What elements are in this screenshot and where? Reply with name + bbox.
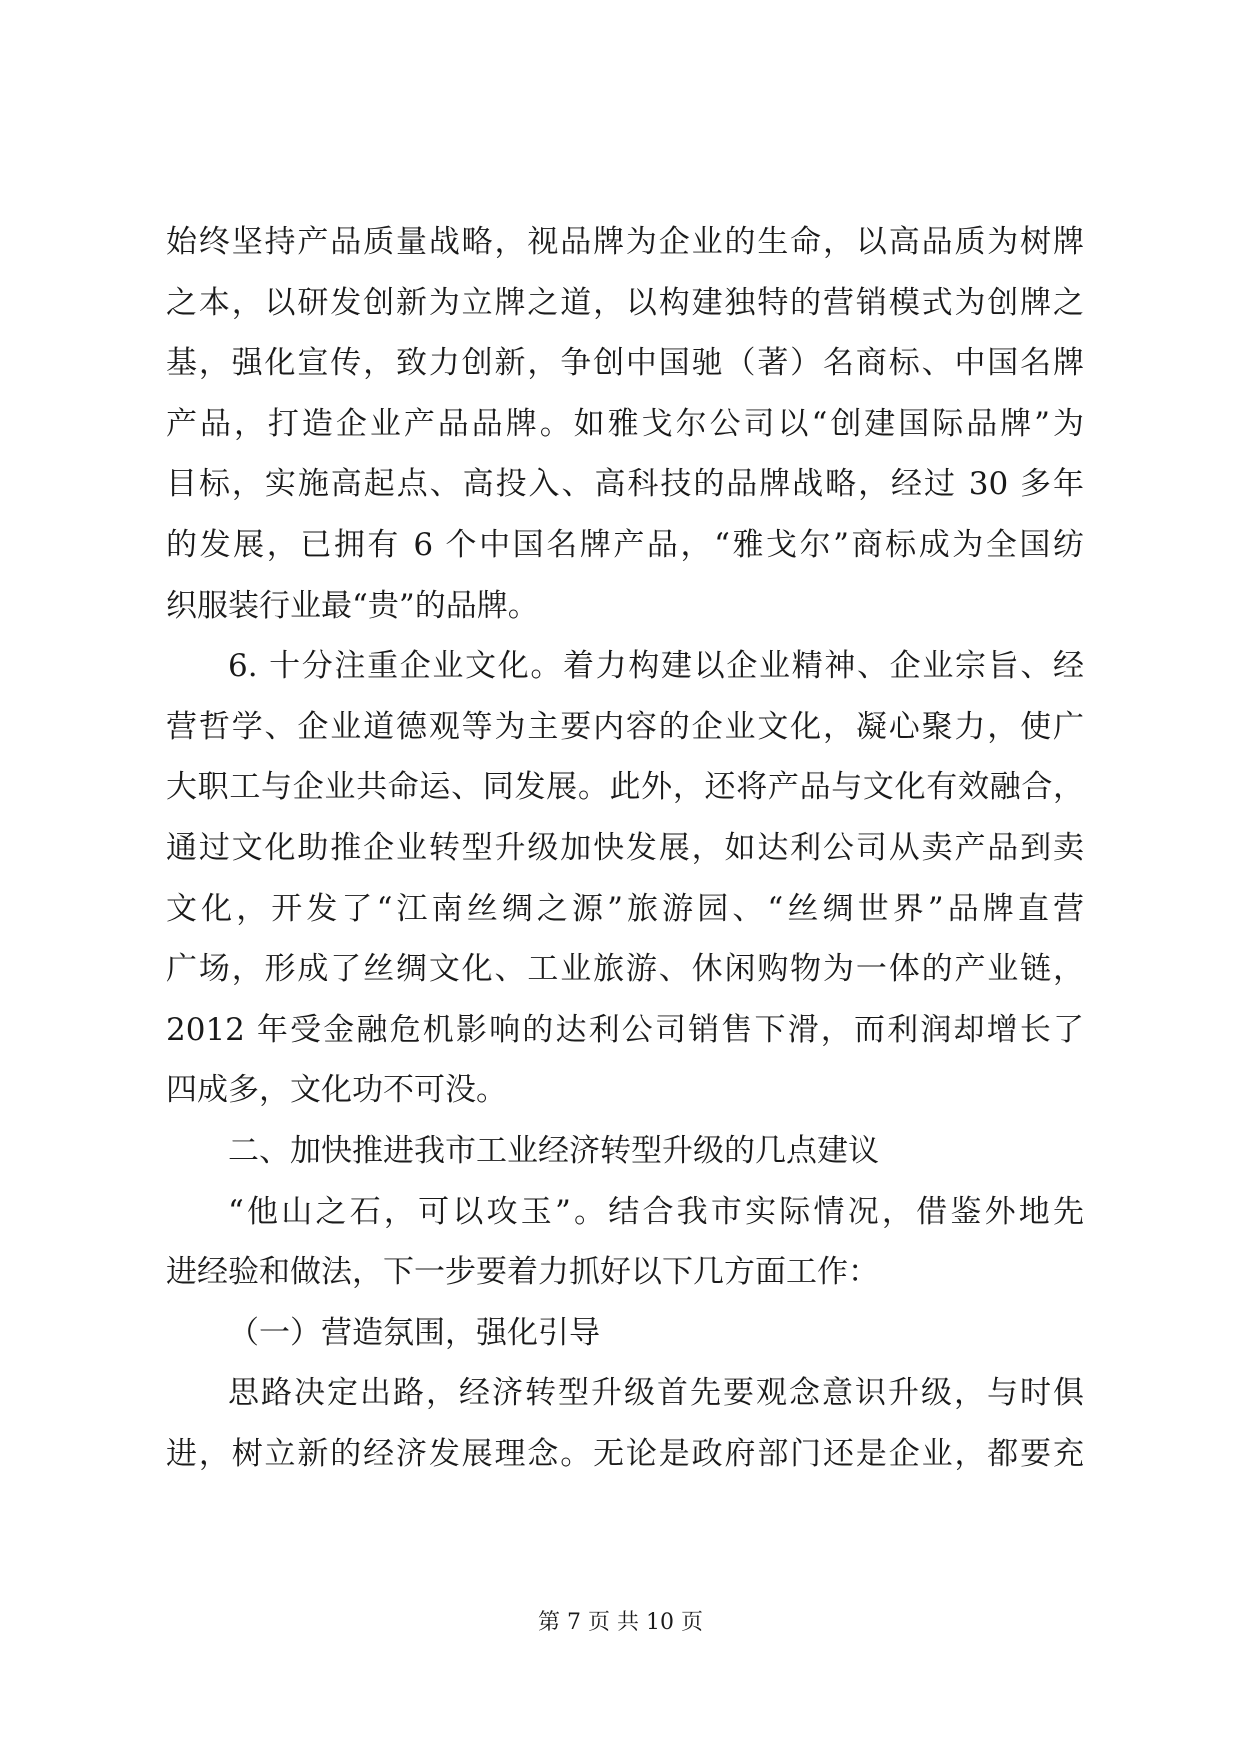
text-line: “他山之石，可以攻玉”。结合我市实际情况，借鉴外地先 xyxy=(228,1193,1084,1230)
text-line: 的发展，已拥有 6 个中国名牌产品，“雅戈尔”商标成为全国纺 xyxy=(166,526,1084,563)
text-line: 进，树立新的经济发展理念。无论是政府部门还是企业，都要充 xyxy=(166,1435,1084,1472)
text-line: 通过文化助推企业转型升级加快发展，如达利公司从卖产品到卖 xyxy=(166,829,1084,866)
text-line: 文化，开发了“江南丝绸之源”旅游园、“丝绸世界”品牌直营 xyxy=(166,890,1084,927)
body-text xyxy=(166,226,1084,1498)
page-number-label: 第 7 页 共 10 页 xyxy=(538,1610,703,1635)
text-line: 6. 十分注重企业文化。着力构建以企业精神、企业宗旨、经 xyxy=(228,648,1084,685)
text-line: 基，强化宣传，致力创新，争创中国驰（著）名商标、中国名牌 xyxy=(166,345,1084,382)
page-footer xyxy=(0,1609,1241,1637)
text-line: 织服装行业最“贵”的品牌。 xyxy=(166,587,539,624)
text-line: 之本，以研发创新为立牌之道，以构建独特的营销模式为创牌之 xyxy=(166,284,1084,321)
text-line: 目标，实施高起点、高投入、高科技的品牌战略，经过 30 多年 xyxy=(166,466,1084,503)
subsection-heading: （一）营造氛围，强化引导 xyxy=(228,1314,600,1351)
text-line: 广场，形成了丝绸文化、工业旅游、休闲购物为一体的产业链， xyxy=(166,951,1084,988)
text-line: 营哲学、企业道德观等为主要内容的企业文化，凝心聚力，使广 xyxy=(166,708,1084,745)
text-line: 思路决定出路，经济转型升级首先要观念意识升级，与时俱 xyxy=(228,1375,1084,1412)
text-line: 四成多，文化功不可没。 xyxy=(166,1072,507,1109)
text-line: 始终坚持产品质量战略，视品牌为企业的生命，以高品质为树牌 xyxy=(166,224,1084,260)
text-line: 2012 年受金融危机影响的达利公司销售下滑，而利润却增长了 xyxy=(166,1011,1084,1048)
section-heading: 二、加快推进我市工业经济转型升级的几点建议 xyxy=(228,1132,879,1169)
text-line: 产品，打造企业产品品牌。如雅戈尔公司以“创建国际品牌”为 xyxy=(166,405,1084,442)
text-line: 进经验和做法，下一步要着力抓好以下几方面工作： xyxy=(166,1254,879,1291)
text-line: 大职工与企业共命运、同发展。此外，还将产品与文化有效融合， xyxy=(166,769,1084,806)
